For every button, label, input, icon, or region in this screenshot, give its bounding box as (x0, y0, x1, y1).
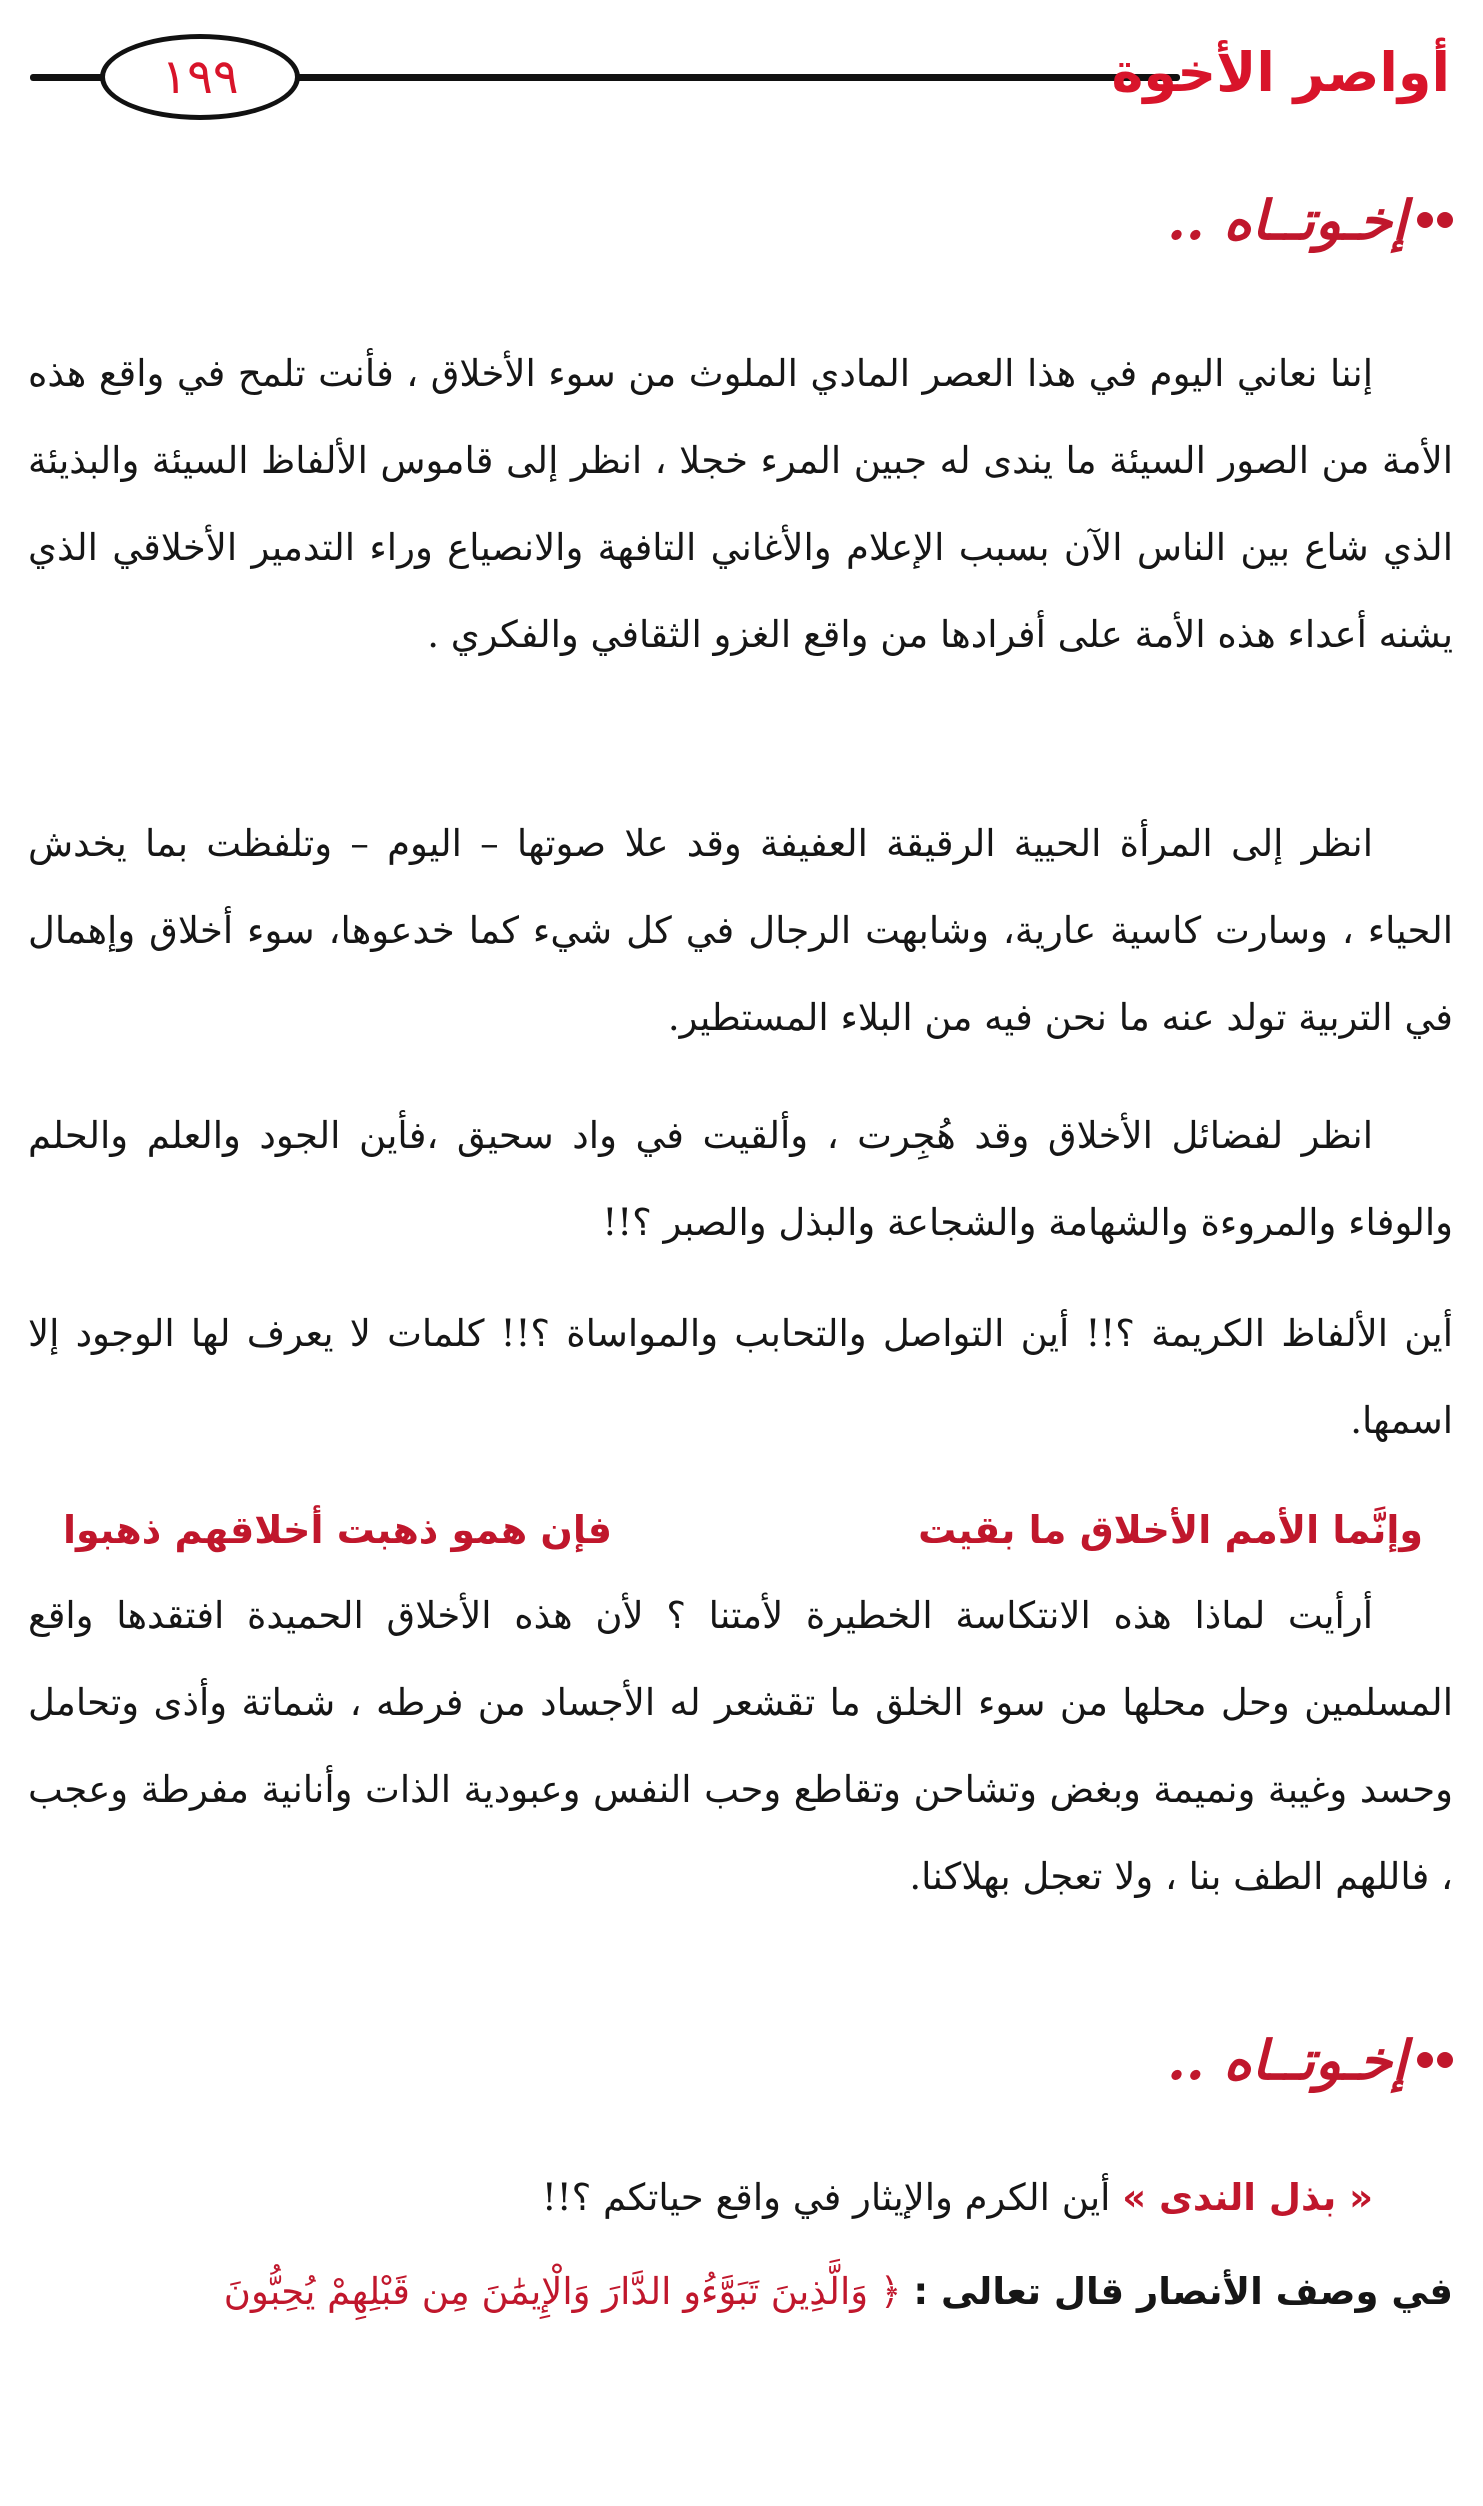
page-number: ١٩٩ (161, 49, 239, 105)
verse-hemistich-1: وإنَّما الأمم الأخلاق ما بقيت (918, 1508, 1423, 1552)
verse-hemistich-2: فإن همو ذهبت أخلاقهم ذهبوا (63, 1508, 612, 1552)
topic-label: « بذل الندى » (1122, 2176, 1373, 2219)
ansar-line (28, 2248, 1453, 2335)
paragraph-4: أين الألفاظ الكريمة ؟!! أين التواصل والتحابب والمواساة ؟!! كلمات لا يعرف لها الوجود إلا اسمها. (28, 1312, 1453, 1442)
page-number-oval (100, 34, 300, 120)
ansar-intro: في وصف الأنصار قال تعالى : (913, 2270, 1453, 2313)
section-heading-text: إخـوتــاه .. (1167, 188, 1407, 252)
section-heading-2 (1167, 2028, 1453, 2092)
quran-verse: ﴿ وَالَّذِينَ تَبَوَّءُو الدَّارَ وَالْإِيمَٰنَ مِن قَبْلِهِمْ يُحِبُّونَ (223, 2270, 902, 2313)
paragraph-2: انظر إلى المرأة الحيية الرقيقة العفيفة وقد علا صوتها – اليوم – وتلفظت بما يخدش الحياء ، وسارت كاسية عارية، وشابهت الرجال في كل شيء كما خدعوها، سوء أخلاق وإهمال في التربية تولد عنه ما نحن فيه من البلاء المستطير. (28, 822, 1453, 1039)
topic-text: أين الكرم والإيثار في واقع حياتكم ؟!! (541, 2176, 1111, 2219)
paragraph-3: انظر لفضائل الأخلاق وقد هُجِرت ، وألقيت في واد سحيق ،فأين الجود والعلم والحلم والوفاء والمروءة والشهامة والشجاعة والبذل والصبر ؟!! (28, 1114, 1453, 1244)
bullet-dots-icon (1417, 2052, 1453, 2068)
topic-line (33, 2154, 1373, 2241)
poetry-verse (63, 1495, 1423, 1565)
bullet-dots-icon (1417, 212, 1453, 228)
paragraph-5: أرأيت لماذا هذه الانتكاسة الخطيرة لأمتنا ؟ لأن هذه الأخلاق الحميدة افتقدها واقع المسلمين وحل محلها من سوء الخلق ما تقشعر له الأجساد من فرطه ، شماتة وأذى وتحامل وحسد وغيبة ونميمة وبغض وتشاحن وتقاطع وحب النفس وعبودية الذات وأنانية مفرطة وعجب ، فاللهم الطف بنا ، ولا تعجل بهلاكنا. (28, 1594, 1453, 1898)
book-title: أواصر الأخوة (1111, 41, 1450, 104)
page-header (30, 28, 1450, 124)
section-heading-text: إخـوتــاه .. (1167, 2028, 1407, 2092)
section-heading-1 (1167, 188, 1453, 252)
paragraph-1: إننا نعاني اليوم في هذا العصر المادي الملوث من سوء الأخلاق ، فأنت تلمح في واقع هذه الأمة من الصور السيئة ما يندى له جبين المرء خجلا ، انظر إلى قاموس الألفاظ السيئة والبذيئة الذي شاع بين الناس الآن بسبب الإعلام والأغاني التافهة والانصياع وراء التدمير الأخلاقي الذي يشنه أعداء هذه الأمة على أفرادها من واقع الغزو الثقافي والفكري . (28, 352, 1453, 656)
